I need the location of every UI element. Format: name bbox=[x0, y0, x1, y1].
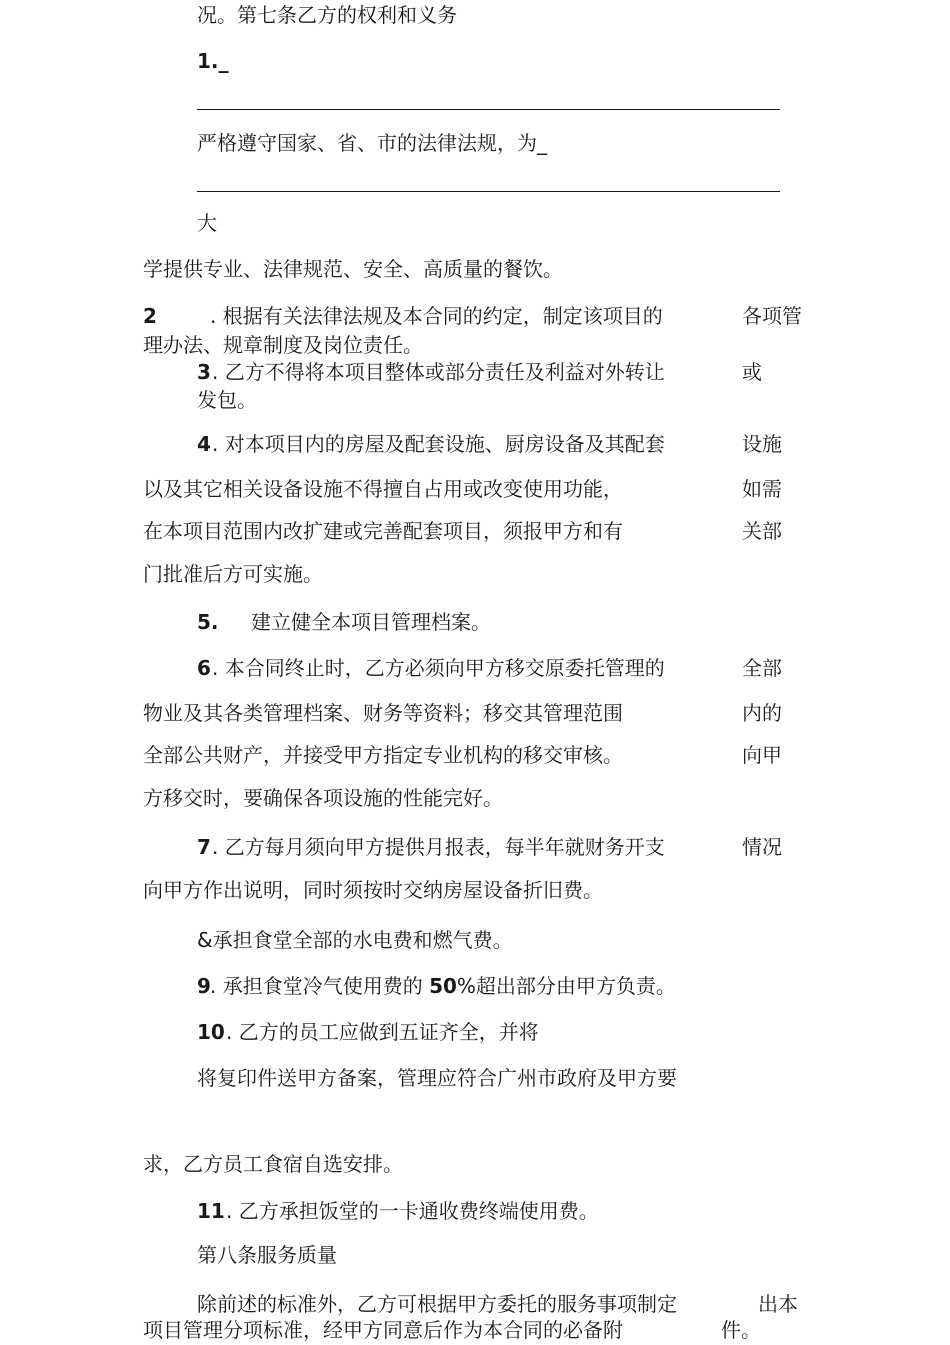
item6-line2: 物业及其各类管理档案、财务等资料；移交其管理范围 bbox=[143, 701, 623, 725]
item9-text-a: . 承担食堂冷气使用费的 bbox=[210, 974, 430, 998]
item5-text: 建立健全本项目管理档案。 bbox=[251, 610, 491, 634]
item6-text: . 本合同终止时，乙方必须向甲方移交原委托管理的 bbox=[212, 656, 665, 680]
article8-right-fragment-1: 出本 bbox=[758, 1292, 798, 1316]
item1-line1: 严格遵守国家、省、市的法律法规，为_ bbox=[197, 131, 547, 155]
item5-number: 5. bbox=[197, 610, 219, 634]
item9-text-b: %超出部分由甲方负责。 bbox=[456, 974, 676, 998]
item7-number: 7 bbox=[197, 835, 211, 859]
blank-line-2 bbox=[197, 191, 780, 192]
article7-heading: 况。第七条乙方的权利和义务 bbox=[197, 3, 457, 27]
item3-text: . 乙方不得将本项目整体或部分责任及利益对外转让 bbox=[212, 360, 665, 384]
item6-line3: 全部公共财产，并接受甲方指定专业机构的移交审核。 bbox=[143, 743, 623, 767]
blank-line-1 bbox=[197, 109, 780, 110]
item4-right-fragment-1: 设施 bbox=[742, 432, 782, 456]
item4-line2: 以及其它相关设备设施不得擅自占用或改变使用功能， bbox=[143, 477, 623, 501]
item9-percentage: 50 bbox=[429, 974, 457, 998]
item6-right-fragment-2: 内的 bbox=[742, 701, 782, 725]
item9-text bbox=[210, 974, 676, 998]
item2-number: 2 bbox=[143, 304, 157, 328]
item9-number: 9 bbox=[197, 974, 211, 998]
item10-line3: 求，乙方员工食宿自选安排。 bbox=[143, 1152, 403, 1176]
item2-right-fragment: 各项管 bbox=[742, 304, 802, 328]
article8-paragraph-line2: 项目管理分项标准，经甲方同意后作为本合同的必备附 bbox=[143, 1318, 623, 1342]
item3-number: 3 bbox=[197, 360, 211, 384]
item1-line3: 学提供专业、法律规范、安全、高质量的餐饮。 bbox=[143, 257, 563, 281]
item4-number: 4 bbox=[197, 432, 211, 456]
item10-text: . 乙方的员工应做到五证齐全，并将 bbox=[226, 1020, 539, 1044]
item3-right-fragment: 或 bbox=[742, 360, 762, 384]
item2-continuation: 理办法、规章制度及岗位责任。 bbox=[143, 333, 423, 357]
item10-number: 10 bbox=[197, 1020, 225, 1044]
item11-number: 11 bbox=[197, 1199, 225, 1223]
item11-text: . 乙方承担饭堂的一卡通收费终端使用费。 bbox=[226, 1199, 599, 1223]
item8-text: &承担食堂全部的水电费和燃气费。 bbox=[197, 928, 513, 952]
item7-right-fragment: 情况 bbox=[742, 835, 782, 859]
item4-right-fragment-3: 关部 bbox=[742, 519, 782, 543]
article8-heading: 第八条服务质量 bbox=[197, 1243, 337, 1267]
item7-line2: 向甲方作出说明，同时须按时交纳房屋设备折旧费。 bbox=[143, 878, 603, 902]
item10-line2: 将复印件送甲方备案，管理应符合广州市政府及甲方要 bbox=[197, 1066, 677, 1090]
item2-text: . 根据有关法律法规及本合同的约定，制定该项目的 bbox=[210, 304, 663, 328]
item7-text: . 乙方每月须向甲方提供月报表，每半年就财务开支 bbox=[212, 835, 665, 859]
item3-continuation: 发包。 bbox=[197, 388, 257, 412]
item4-text: . 对本项目内的房屋及配套设施、厨房设备及其配套 bbox=[212, 432, 665, 456]
article8-paragraph-line1: 除前述的标准外，乙方可根据甲方委托的服务事项制定 bbox=[197, 1292, 677, 1316]
item6-right-fragment-3: 向甲 bbox=[742, 743, 782, 767]
item4-right-fragment-2: 如需 bbox=[742, 477, 782, 501]
item4-line3: 在本项目范围内改扩建或完善配套项目，须报甲方和有 bbox=[143, 519, 623, 543]
item1-number: 1._ bbox=[197, 49, 229, 73]
item6-right-fragment-1: 全部 bbox=[742, 656, 782, 680]
item4-line4: 门批准后方可实施。 bbox=[143, 562, 323, 586]
item6-line4: 方移交时，要确保各项设施的性能完好。 bbox=[143, 786, 503, 810]
item6-number: 6 bbox=[197, 656, 211, 680]
article8-right-fragment-2: 件。 bbox=[721, 1318, 761, 1342]
item1-line2: 大 bbox=[197, 211, 217, 235]
